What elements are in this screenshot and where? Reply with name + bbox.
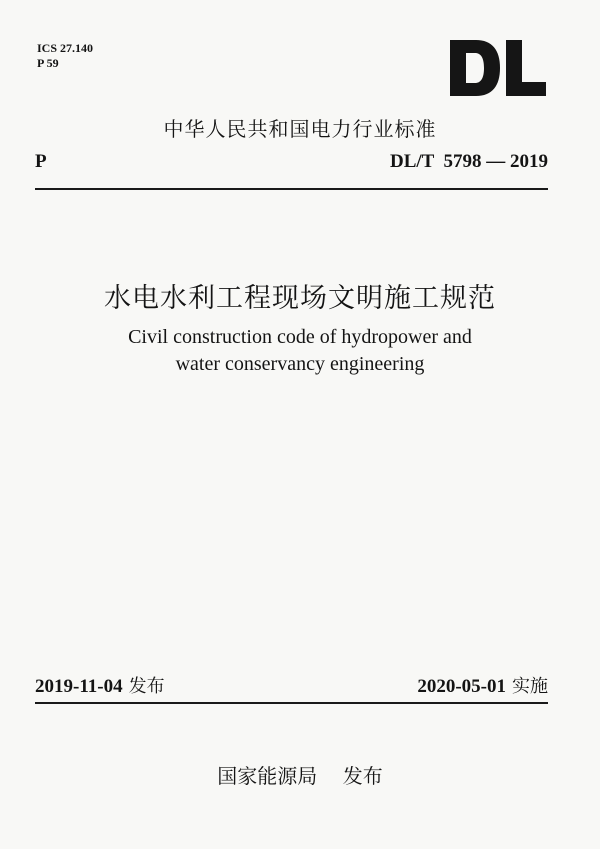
publisher-line <box>0 760 600 789</box>
bottom-divider <box>35 702 548 704</box>
standard-category: P <box>35 151 47 172</box>
standard-number: DL/T 5798 — 2019 <box>389 151 548 172</box>
ics-code: ICS 27.140 <box>37 41 94 55</box>
ccs-code: P 59 <box>37 56 59 70</box>
title-english-line-1: Civil construction code of hydropower and <box>128 326 472 348</box>
issue-label: 发布 <box>128 676 165 697</box>
title-english-line-2: water conservancy engineering <box>175 353 425 375</box>
standard-id-row <box>35 151 548 177</box>
implement-date-block <box>417 672 548 698</box>
publisher-action: 发布 <box>342 764 383 788</box>
dates-row <box>35 672 548 698</box>
dl-logo <box>448 38 548 98</box>
implement-label: 实施 <box>512 676 548 697</box>
industry-standard-heading: 中华人民共和国电力行业标准 <box>163 117 437 141</box>
top-divider <box>35 188 548 190</box>
publisher-name: 国家能源局 <box>217 764 318 788</box>
issue-date-block <box>35 672 165 698</box>
issue-date: 2019-11-04 <box>35 676 123 697</box>
title-chinese: 水电水利工程现场文明施工规范 <box>104 283 496 314</box>
classification-codes <box>37 41 93 71</box>
implement-date: 2020-05-01 <box>417 676 506 697</box>
title-english <box>0 324 600 378</box>
